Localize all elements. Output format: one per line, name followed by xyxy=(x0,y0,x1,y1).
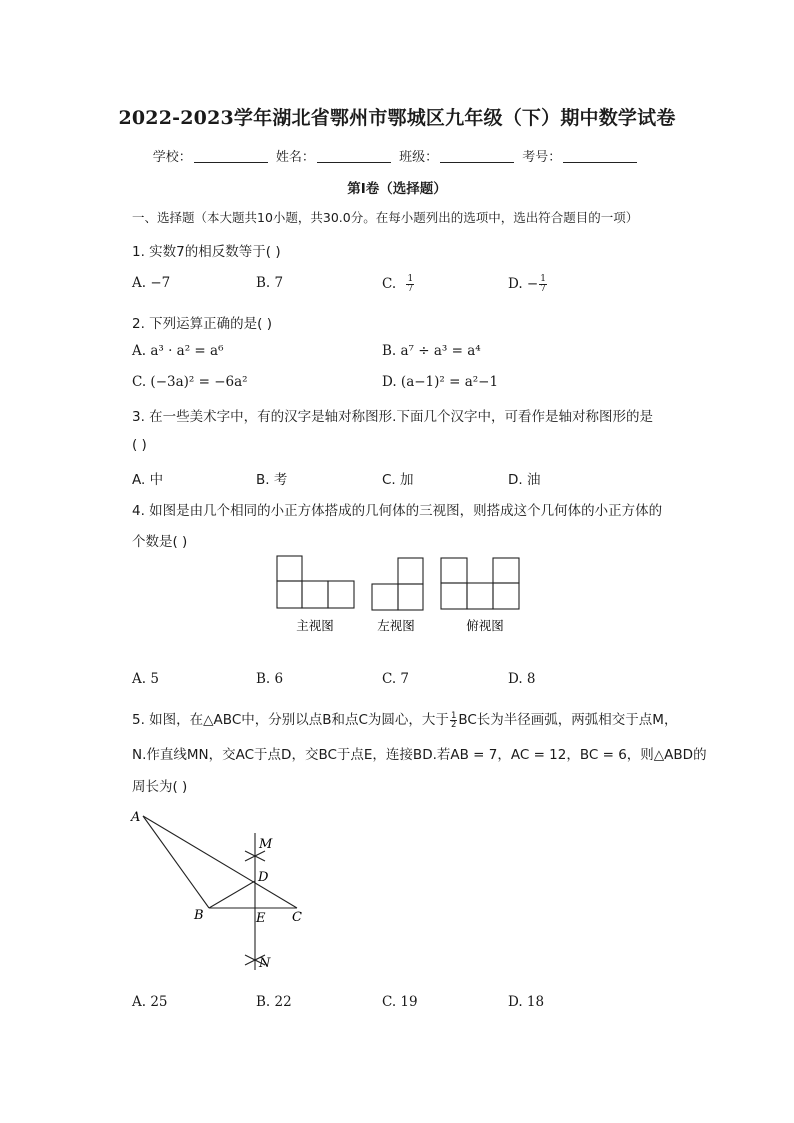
label-b: B xyxy=(194,908,204,923)
q2-option-a: A. a³ · a² = a⁶ xyxy=(132,343,224,359)
top-view xyxy=(441,558,519,609)
label-n: N xyxy=(259,956,271,971)
exam-no-label: 考号： xyxy=(522,150,562,165)
label-m: M xyxy=(259,837,273,852)
q3-option-d: D. 油 xyxy=(508,472,541,488)
q3-stem-line2: ( ) xyxy=(132,437,147,453)
q1-c-numerator: 1 xyxy=(407,274,414,284)
exam-no-blank[interactable] xyxy=(563,150,637,163)
q5-stem-line2: N.作直线MN，交AC于点D，交BC于点E，连接BD.若AB = 7，AC = 12，BC = 6，则△ABD的 xyxy=(132,747,707,763)
name-blank[interactable] xyxy=(317,150,391,163)
q4-option-b: B. 6 xyxy=(256,671,284,687)
segment-ac xyxy=(143,816,297,908)
q1-d-numerator: 1 xyxy=(540,274,546,284)
q1-d-denominator: 7 xyxy=(540,284,546,294)
q3-option-a: A. 中 xyxy=(132,472,164,488)
label-a: A xyxy=(131,810,141,825)
q5-option-c: C. 19 xyxy=(382,994,418,1010)
q5-option-d: D. 18 xyxy=(508,994,545,1010)
q2-option-d: D. (a−1)² = a²−1 xyxy=(382,374,499,390)
q2-option-b: B. a⁷ ÷ a³ = a⁴ xyxy=(382,343,481,359)
q5-option-b: B. 22 xyxy=(256,994,292,1010)
q1-c-denominator: 7 xyxy=(407,284,414,294)
q1-option-d-fraction xyxy=(539,275,547,294)
q5-frac-numerator: 1 xyxy=(450,710,457,721)
q1-option-a: A. −7 xyxy=(132,275,171,291)
page-title: 2022-2023学年湖北省鄂州市鄂城区九年级（下）期中数学试卷 xyxy=(118,107,676,129)
class-blank[interactable] xyxy=(440,150,514,163)
q1-option-c-letter: C. xyxy=(382,276,397,292)
three-view-figure xyxy=(270,550,530,640)
q1-option-c xyxy=(382,275,414,294)
q5-stem-line1 xyxy=(132,708,677,729)
q3-option-b: B. 考 xyxy=(256,472,288,488)
q5-stem-line3: 周长为( ) xyxy=(132,779,188,795)
school-blank[interactable] xyxy=(194,150,268,163)
left-view xyxy=(372,558,423,610)
q4-stem-line2: 个数是( ) xyxy=(132,534,188,550)
top-view-label: 俯视图 xyxy=(466,618,504,633)
student-info-line xyxy=(0,146,794,165)
name-label: 姓名： xyxy=(275,150,315,165)
q4-option-c: C. 7 xyxy=(382,671,410,687)
label-c: C xyxy=(292,910,302,925)
q1-option-d xyxy=(508,275,547,294)
q5-stem-line1-b: BC长为半径画弧，两弧相交于点M， xyxy=(458,712,678,728)
q2-option-c: C. (−3a)² = −6a² xyxy=(132,374,248,390)
segment-bd xyxy=(209,881,255,908)
front-view-label: 主视图 xyxy=(296,618,334,633)
label-d: D xyxy=(258,870,269,885)
left-view-label: 左视图 xyxy=(377,618,415,633)
q1-option-d-letter: D. − xyxy=(508,276,539,292)
front-view xyxy=(277,556,354,608)
q5-half-fraction xyxy=(450,712,457,729)
q4-option-d: D. 8 xyxy=(508,671,536,687)
q1-option-b: B. 7 xyxy=(256,275,284,291)
q4-option-a: A. 5 xyxy=(132,671,159,687)
segment-ab xyxy=(143,816,209,908)
q1-option-c-fraction xyxy=(406,275,414,294)
q5-option-a: A. 25 xyxy=(132,994,168,1010)
volume-heading: 第I卷（选择题） xyxy=(347,181,447,197)
q3-option-c: C. 加 xyxy=(382,472,414,488)
q1-stem: 1. 实数7的相反数等于( ) xyxy=(132,244,281,260)
label-e: E xyxy=(256,911,266,926)
q2-stem: 2. 下列运算正确的是( ) xyxy=(132,316,272,332)
triangle-figure xyxy=(125,805,315,975)
school-label: 学校： xyxy=(152,150,192,165)
class-label: 班级： xyxy=(399,150,439,165)
q4-stem-line1: 4. 如图是由几个相同的小正方体搭成的几何体的三视图，则搭成这个几何体的小正方体的 xyxy=(132,503,663,519)
section-heading: 一、选择题（本大题共10小题，共30.0分。在每小题列出的选项中，选出符合题目的一项） xyxy=(132,210,639,225)
q5-frac-denominator: 2 xyxy=(450,719,457,730)
q3-stem-line1: 3. 在一些美术字中，有的汉字是轴对称图形.下面几个汉字中，可看作是轴对称图形的是 xyxy=(132,409,653,425)
q5-stem-line1-a: 5. 如图，在△ABC中，分别以点B和点C为圆心，大于 xyxy=(132,712,449,728)
